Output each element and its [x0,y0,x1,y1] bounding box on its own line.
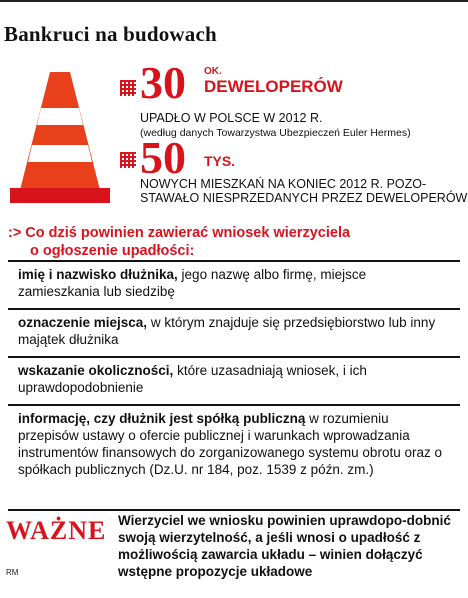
item-text: które uzasadniają wniosek, i ich uprawdopodobnienie [18,363,367,395]
important-divider [8,509,460,511]
important-text: Wierzyciel we wniosku powinien uprawdopo-dobnić swoją wierzytelność, a jeśli wnosi o upadłość z możliwością zawarcia układu – winien dołączyć wstępne propozycje układowe [118,513,451,579]
stat-desc-apartments-line2: STAWAŁO NIESPRZEDANYCH PRZEZ DEWELOPERÓW [140,191,468,205]
item-bold: wskazanie okoliczności, [18,363,174,378]
stat-number-developers: 30 [140,57,186,108]
author-credit: RM [6,568,19,577]
item-bold: oznaczenie miejsca, [18,315,148,330]
stat-desc-apartments-line1: NOWYCH MIESZKAŃ NA KONIEC 2012 R. POZO- [140,177,427,191]
grid-bullet-icon [120,80,136,96]
list-item [8,308,460,356]
question-line-2: o ogłoszenie upadłości: [30,243,195,259]
list-item [8,356,460,404]
traffic-cone-icon [10,70,110,205]
important-label: WAŻNE [6,516,107,545]
list-item [8,260,460,308]
page-title: Bankruci na budowach [4,22,217,46]
item-bold: imię i nazwisko dłużnika, [18,267,178,282]
question-line-1: Co dziś powinien zawierać wniosek wierzyciela [25,225,351,241]
stat-unit-prefix: OK. [204,66,222,77]
item-bold: informację, czy dłużnik jest spółką publiczną [18,411,306,426]
requirements-list [8,260,460,486]
item-text: jego nazwę albo firmę, miejsce zamieszkania lub siedzibę [18,267,367,299]
stat-unit-apartments: TYS. [204,153,236,169]
stat-number-apartments: 50 [140,132,186,183]
stat-note-developers: (według danych Towarzystwa Ubezpieczeń Euler Hermes) [140,127,411,139]
top-rule [0,0,468,2]
stat-desc-developers: UPADŁO W POLSCE W 2012 R. [140,111,323,125]
list-item [8,404,460,486]
item-text: w którym znajduje się przedsiębiorstwo lub inny majątek dłużnika [18,315,436,347]
stat-unit-developers: DEWELOPERÓW [204,77,343,96]
section-question [8,224,458,260]
item-text: w rozumieniu przepisów ustawy o ofercie publicznej i warunkach wprowadzania instrumentów finansowych do zorganizowanego systemu obrotu oraz o spółkach publicznych (Dz.U. nr 184, poz. 1539 z późn. zm.) [18,411,442,477]
grid-bullet-icon [120,152,136,168]
arrow-marker-icon: :> [8,225,22,241]
